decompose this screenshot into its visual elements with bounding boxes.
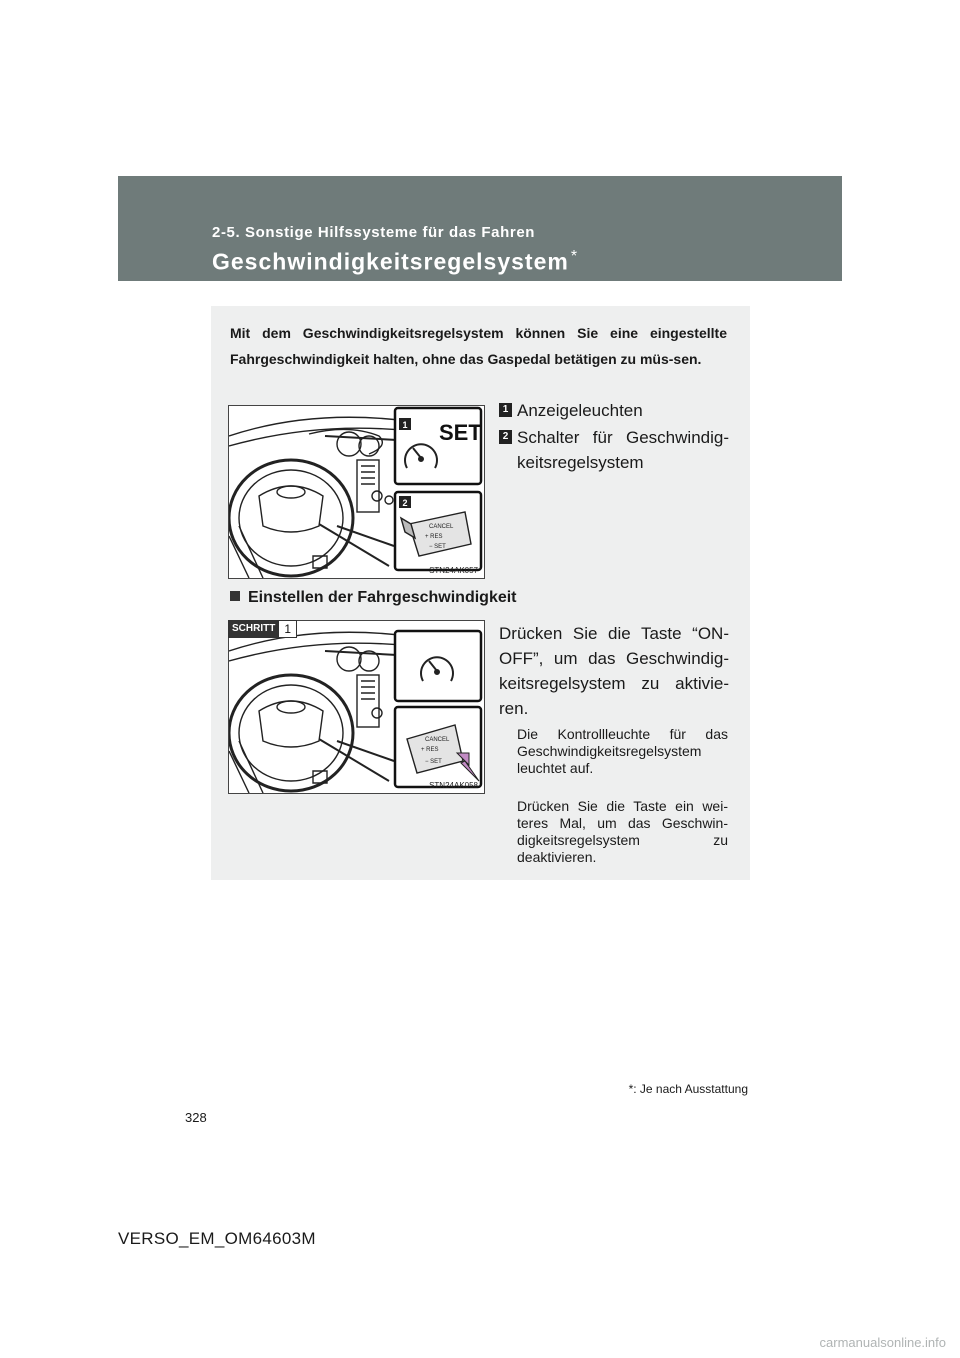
dashboard-illustration-1 <box>229 406 484 578</box>
svg-text:+ RES: + RES <box>421 747 439 753</box>
callout-1: 1 <box>402 420 408 430</box>
svg-text:− SET: − SET <box>425 759 442 765</box>
title-footnote-mark: * <box>570 248 579 265</box>
footnote: *: Je nach Ausstattung <box>628 1082 748 1096</box>
svg-text:CANCEL: CANCEL <box>425 737 450 743</box>
svg-text:− SET: − SET <box>429 544 446 550</box>
legend-item-indicator-lights <box>499 398 729 423</box>
note-deactivate: Drücken Sie die Taste ein wei-teres Mal, um das Geschwin-digkeitsregelsystem zu deaktivieren. <box>517 798 728 865</box>
intro-paragraph: Mit dem Geschwindigkeitsregelsystem können Sie eine eingestellte Fahrgeschwindigkeit halten, ohne das Gaspedal betätigen zu müs-sen. <box>230 325 727 367</box>
legend-number: 1 <box>499 403 512 417</box>
document-code: VERSO_EM_OM64603M <box>118 1229 316 1248</box>
legend-label: Schalter für Geschwindig-keitsregelsystem <box>517 428 729 472</box>
subheading-text: Einstellen der Fahrgeschwindigkeit <box>248 589 517 606</box>
section-label: 2-5. Sonstige Hilfssysteme für das Fahren <box>212 224 536 241</box>
step-label: SCHRITT <box>228 620 279 638</box>
figure-code: STN24AK058 <box>429 781 478 790</box>
figure-code: STN24AK057 <box>429 566 478 575</box>
step-number: 1 <box>279 620 297 638</box>
dashboard-illustration-2 <box>229 621 484 793</box>
figure-cruise-control-overview <box>228 405 485 579</box>
watermark: carmanualsonline.info <box>819 1335 946 1350</box>
note-indicator: Die Kontrollleuchte für das Geschwindigkeitsregelsystem leuchtet auf. <box>517 726 728 776</box>
step-badge <box>228 620 297 638</box>
legend-label: Anzeigeleuchten <box>517 401 643 420</box>
legend-item-cruise-switch <box>499 425 729 475</box>
set-label: SET <box>439 420 482 445</box>
square-bullet-icon <box>230 591 240 601</box>
callout-2: 2 <box>402 498 408 508</box>
figure-step-1 <box>228 620 485 794</box>
step-instruction: Drücken Sie die Taste “ON-OFF”, um das Geschwindig-keitsregelsystem zu aktivie-ren. <box>499 624 729 718</box>
page-title <box>212 248 578 276</box>
page-title-text: Geschwindigkeitsregelsystem <box>212 248 569 275</box>
page-number: 328 <box>185 1110 207 1125</box>
subheading <box>230 589 517 607</box>
svg-text:+ RES: + RES <box>425 534 443 540</box>
svg-text:CANCEL: CANCEL <box>429 524 454 530</box>
legend-number: 2 <box>499 430 512 444</box>
